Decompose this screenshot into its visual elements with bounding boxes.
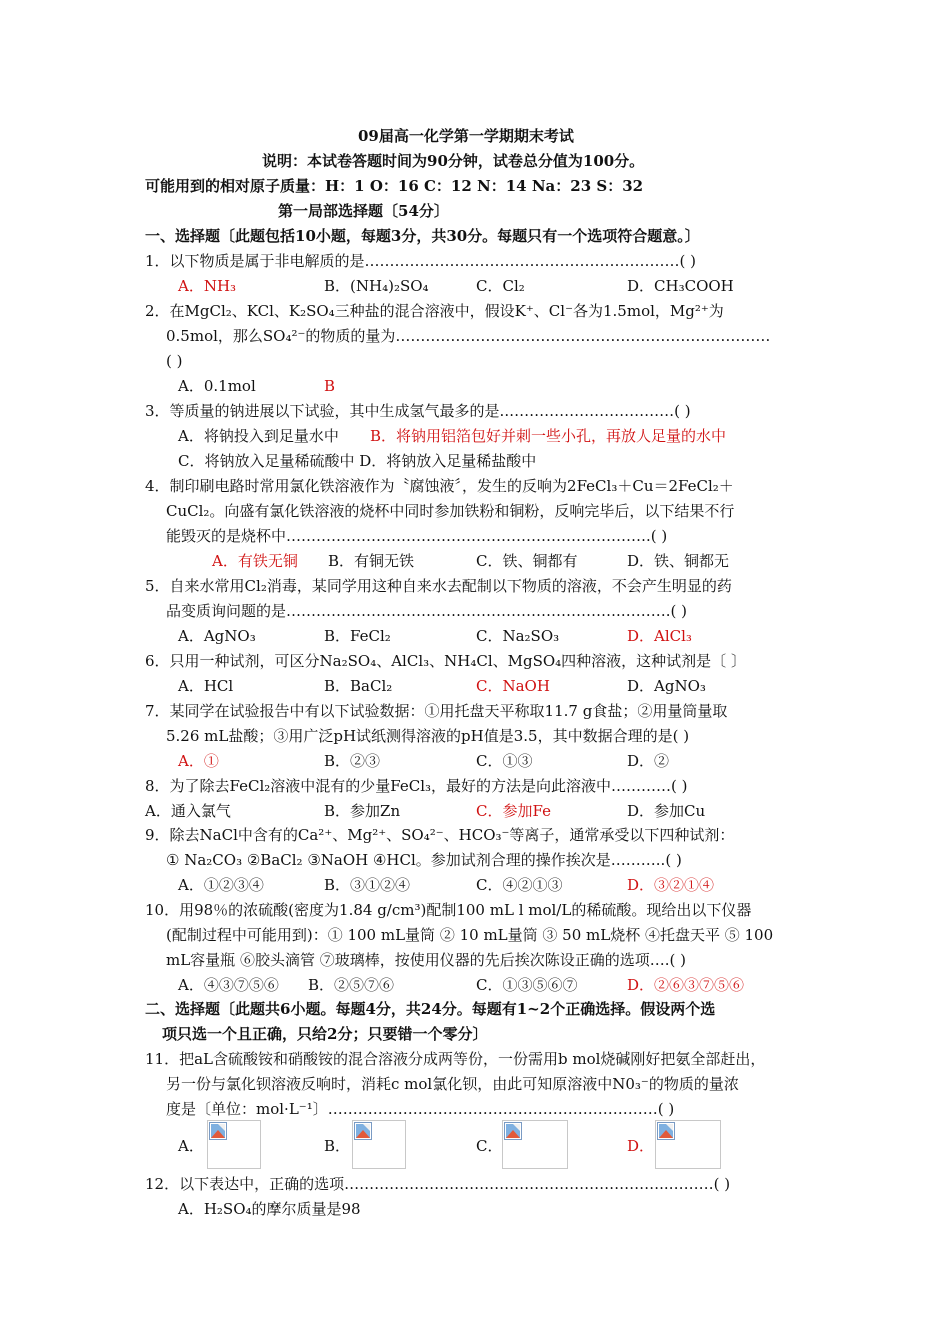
q2-option-a: A．0.1mol [178,377,256,395]
q8-option-d: D．参加Cu [627,802,706,820]
q8-stem: 8．为了除去FeCl₂溶液中混有的少量FeCl₃，最好的方法是向此溶液中…………( ) [145,777,688,795]
q7-line-1: 7．某同学在试验报告中有以下试验数据：①用托盘天平称取11.7 g食盐；②用量筒量取 [145,702,728,720]
q2-line-1: 2．在MgCl₂、KCl、K₂SO₄三种盐的混合溶液中，假设K⁺、Cl⁻各为1.5mol，Mg²⁺为 [145,302,724,320]
q2-line-3: ( ) [166,352,183,370]
atomic-masses: 可能用到的相对原子质量：H：1 O：16 C：12 N：14 Na：23 S：32 [145,177,644,195]
q9-option-b: B．③①②④ [324,876,411,894]
q11-option-b-image [352,1120,406,1169]
broken-image-icon [504,1122,522,1140]
q7-option-a: A．① [178,752,219,770]
q7-option-b: B．②③ [324,752,381,770]
part-title: 第一局部选择题〔54分〕 [278,202,449,220]
q6-option-c: C．NaOH [476,677,550,695]
q3-stem: 3．等质量的钠进展以下试验，其中生成氢气最多的是..……………………………( ) [145,402,691,420]
q9-option-c: C．④②①③ [476,876,563,894]
q11-option-c-image [502,1120,568,1169]
q10-option-c: C．①③⑤⑥⑦ [476,976,578,994]
q9-line-1: 9．除去NaCl中含有的Ca²⁺、Mg²⁺、SO₄²⁻、HCO₃⁻等离子，通常承受以下四种试剂： [145,826,735,844]
q9-option-a: A．①②③④ [178,876,264,894]
q7-option-c: C．①③ [476,752,533,770]
q10-option-d: D．②⑥③⑦⑤⑥ [627,976,745,994]
q12-option-a: A．H₂SO₄的摩尔质量是98 [178,1200,361,1218]
q9-option-d: D．③②①④ [627,876,715,894]
broken-image-icon [354,1122,372,1140]
exam-title: 09届高一化学第一学期期末考试 [358,127,574,145]
section-1-heading: 一、选择题〔此题包括10小题，每题3分，共30分。每题只有一个选项符合题意。〕 [145,227,700,245]
q11-line-2: 另一份与氯化钡溶液反响时，消耗c mol氯化钡，由此可知原溶液中N0₃⁻的物质的量浓 [166,1075,739,1093]
q4-line-2: CuCl₂。向盛有氯化铁溶液的烧杯中同时参加铁粉和铜粉，反响完毕后，以下结果不行 [166,502,735,520]
q3-option-cd: C．将钠放入足量稀硫酸中 D．将钠放入足量稀盐酸中 [178,452,537,470]
q5-option-a: A．AgNO₃ [178,627,256,645]
q8-option-c: C．参加Fe [476,802,551,820]
q1-stem: 1．以下物质是属于非电解质的是………………………………………………………( ) [145,252,697,270]
q6-option-b: B．BaCl₂ [324,677,393,695]
q1-option-a: A．NH₃ [178,277,237,295]
q8-option-a: A．通入氯气 [145,802,231,820]
q5-line-1: 5．自来水常用Cl₂消毒，某同学用这种自来水去配制以下物质的溶液，不会产生明显的药 [145,577,732,595]
q11-option-a-image [207,1120,261,1169]
broken-image-icon [209,1122,227,1140]
q10-line-3: mL容量瓶 ⑥胶头滴管 ⑦玻璃棒，按使用仪器的先后挨次陈设正确的选项….( ) [166,951,686,969]
q7-line-2: 5.26 mL盐酸；③用广泛pH试纸测得溶液的pH值是3.5，其中数据合理的是( ) [166,727,690,745]
q12-stem: 12．以下表达中，正确的选项………………………………………………………..………( ) [145,1175,731,1193]
q11-option-d: D． [627,1137,655,1155]
q10-line-2: (配制过程中可能用到)：① 100 mL量筒 ② 10 mL量筒 ③ 50 mL烧杯 ④托盘天平 ⑤ 100 [166,926,774,944]
q10-line-1: 10．用98％的浓硫酸(密度为1.84 g/cm³)配制100 mL l mol/L的稀硫酸。现给出以下仪器 [145,901,752,919]
q4-option-b: B．有铜无铁 [328,552,415,570]
q1-option-c: C．Cl₂ [476,277,525,295]
q11-option-a: A． [178,1137,204,1155]
q1-option-d: D．CH₃COOH [627,277,734,295]
section-2-heading-line-1: 二、选择题〔此题共6小题。每题4分，共24分。每题有1~2个正确选择。假设两个选 [145,1000,716,1018]
q3-option-b: B．将钠用铝箔包好并刺一些小孔，再放人足量的水中 [370,427,727,445]
q4-line-3: 能毁灭的是烧杯中……………………………………………………………….( ) [166,527,668,545]
q6-option-d: D．AgNO₃ [627,677,706,695]
q11-option-c: C． [476,1137,503,1155]
q10-option-a: A．④③⑦⑤⑥ [178,976,279,994]
q4-option-c: C．铁、铜都有 [476,552,578,570]
q1-option-b: B．(NH₄)₂SO₄ [324,277,429,295]
exam-note: 说明：本试卷答题时间为90分钟，试卷总分值为100分。 [262,152,645,170]
q2-line-2: 0.5mol，那么SO₄²⁻的物质的量为………………………………………………………………… [166,327,771,345]
q5-option-d: D．AlCl₃ [627,627,692,645]
q10-option-b: B．②⑤⑦⑥ [308,976,395,994]
q3-option-a: A．将钠投入到足量水中 [178,427,339,445]
q9-line-2: ① Na₂CO₃ ②BaCl₂ ③NaOH ④HCl。参加试剂合理的操作挨次是………..( ) [166,851,682,869]
q5-option-b: B．FeCl₂ [324,627,391,645]
q2-option-b: B [324,377,336,395]
q11-option-b: B． [324,1137,351,1155]
q6-option-a: A．HCl [178,677,234,695]
section-2-heading-line-2: 项只选一个且正确，只给2分；只要错一个零分〕 [162,1025,488,1043]
q4-option-d: D．铁、铜都无 [627,552,730,570]
q11-line-3: 度是〔单位：mol·L⁻¹〕…………………………………………………………( ) [166,1100,675,1118]
q8-option-b: B．参加Zn [324,802,401,820]
broken-image-icon [657,1122,675,1140]
q5-option-c: C．Na₂SO₃ [476,627,560,645]
q6-stem: 6．只用一种试剂，可区分Na₂SO₄、AlCl₃、NH₄Cl、MgSO₄四种溶液，这种试剂是〔 〕 [145,652,746,670]
q4-line-1: 4．制印刷电路时常用氯化铁溶液作为〝腐蚀液〞，发生的反响为2FeCl₃＋Cu＝2FeCl₂＋ [145,477,734,495]
q11-line-1: 11．把aL含硫酸铵和硝酸铵的混合溶液分成两等份，一份需用b mol烧碱刚好把氨全部赶出， [145,1050,766,1068]
q7-option-d: D．② [627,752,670,770]
q11-option-d-image [655,1120,721,1169]
q4-option-a: A．有铁无铜 [212,552,298,570]
q5-line-2: 品变质询问题的是………………………………………………………….……….( ) [166,602,688,620]
